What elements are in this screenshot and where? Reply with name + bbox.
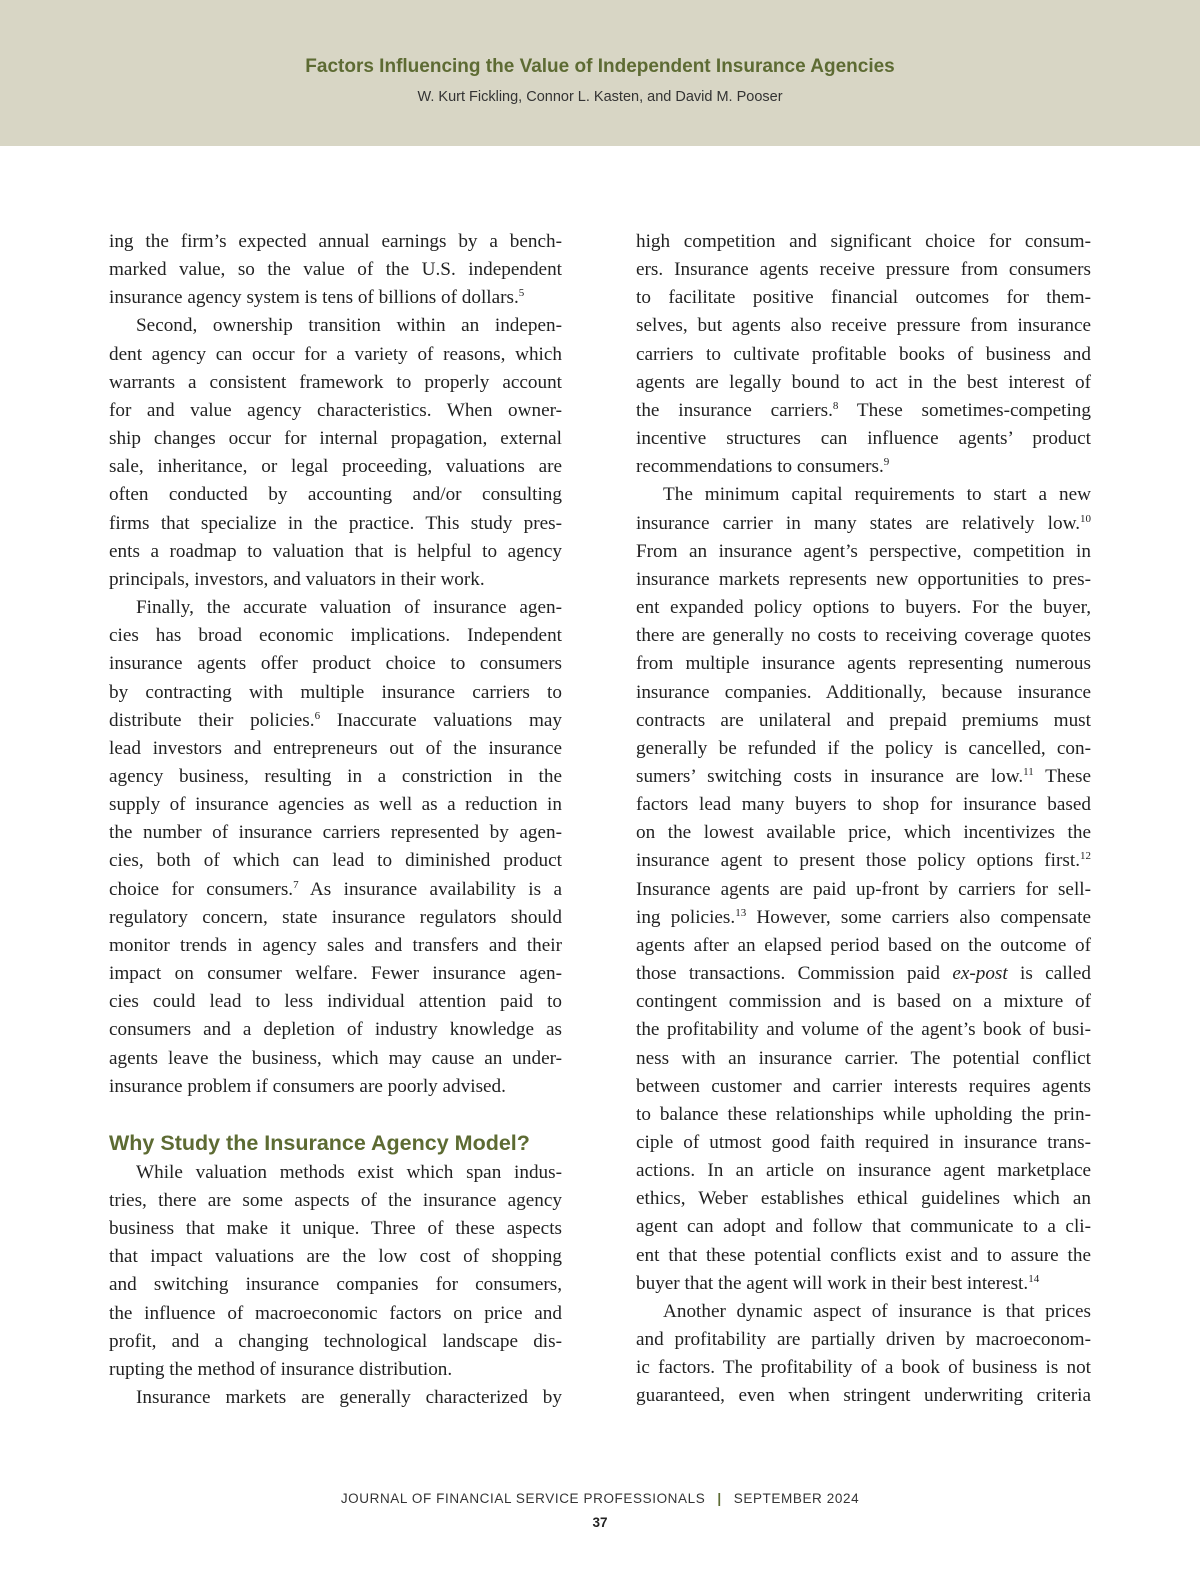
text-line: contingent commission and is based on a mixture of — [636, 991, 1091, 1013]
text-line: sale, inheritance, or legal proceeding, valuations are — [109, 456, 562, 478]
text-line: insurance markets represents new opportunities to pres- — [636, 568, 1091, 590]
text-line — [109, 876, 562, 904]
text-line: ship changes occur for internal propagation, external — [109, 428, 562, 450]
footnote-ref: 11 — [1023, 765, 1034, 778]
text-line: cies could lead to less individual attention paid to — [109, 991, 562, 1013]
text-line: marked value, so the value of the U.S. independent — [109, 259, 562, 281]
text-run: sumers’ switching costs in insurance are low. — [636, 765, 1024, 787]
article-authors: W. Kurt Fickling, Connor L. Kasten, and David M. Pooser — [417, 89, 783, 105]
text-line: to balance these relationships while upholding the prin- — [636, 1103, 1091, 1125]
text-line: business that make it unique. Three of these aspects — [109, 1218, 562, 1240]
text-line: guaranteed, even when stringent underwriting criteria — [636, 1385, 1091, 1407]
text-line: the number of insurance carriers represented by agen- — [109, 822, 562, 844]
footnote-ref: 7 — [293, 878, 299, 891]
article-title: Factors Influencing the Value of Independent Insurance Agencies — [305, 56, 895, 77]
text-line: incentive structures can influence agents’ product — [636, 428, 1091, 450]
text-line — [636, 904, 1091, 932]
text-line: contracts are unilateral and prepaid premiums must — [636, 709, 1091, 731]
text-line: actions. In an article on insurance agent marketplace — [636, 1160, 1091, 1182]
text-run: These sometimes-competing — [838, 399, 1091, 421]
footer-separator: | — [717, 1491, 722, 1506]
text-line: tries, there are some aspects of the insurance agency — [109, 1190, 562, 1211]
text-line: Finally, the accurate valuation of insurance agen- — [136, 597, 562, 619]
text-run: choice for consumers. — [109, 878, 294, 900]
text-run: Inaccurate valuations may — [320, 709, 562, 731]
text-line — [636, 960, 1091, 988]
text-line: by contracting with multiple insurance carriers to — [109, 681, 562, 703]
text-line: Second, ownership transition within an indepen- — [136, 315, 562, 337]
text-line: there are generally no costs to receiving coverage quotes — [636, 625, 1091, 647]
text-line — [636, 763, 1091, 791]
text-line: between customer and carrier interests requires agents — [636, 1075, 1091, 1097]
text-line: agent can adopt and follow that communicate to a cli- — [636, 1216, 1091, 1238]
text-run: As insurance availability is a — [298, 878, 562, 900]
journal-name: JOURNAL OF FINANCIAL SERVICE PROFESSIONALS — [340, 1491, 706, 1506]
text-run: insurance agent to present those policy options first. — [636, 850, 1080, 872]
text-line — [636, 397, 1091, 425]
text-line: lead investors and entrepreneurs out of the insurance — [109, 737, 562, 759]
footnote-ref: 6 — [314, 709, 321, 722]
text-line — [109, 707, 562, 735]
paragraph — [109, 228, 562, 312]
text-line: generally be refunded if the policy is cancelled, con- — [636, 737, 1091, 759]
paragraph — [636, 228, 1091, 481]
section-heading: Why Study the Insurance Agency Model? — [109, 1130, 530, 1155]
text-line: agency business, resulting in a constriction in the — [109, 765, 562, 787]
text-line: rupting the method of insurance distribution. — [109, 1358, 453, 1380]
footnote-ref: 13 — [735, 906, 747, 919]
text-line: dent agency can occur for a variety of reasons, which — [109, 343, 562, 365]
text-line: regulatory concern, state insurance regulators should — [109, 906, 562, 928]
text-line: and switching insurance companies for consumers, — [109, 1274, 562, 1296]
text-line: The minimum capital requirements to start a new — [663, 484, 1091, 506]
text-line: on the lowest available price, which incentivizes the — [636, 822, 1091, 844]
text-line — [636, 847, 1091, 875]
text-line: selves, but agents also receive pressure from insurance — [636, 315, 1091, 337]
text-line: impact on consumer welfare. Fewer insurance agen- — [109, 963, 562, 985]
text-run: the insurance carriers. — [636, 399, 833, 421]
text-line: insurance problem if consumers are poorly advised. — [109, 1075, 506, 1097]
text-line: that impact valuations are the low cost of shopping — [109, 1246, 562, 1268]
footer-journal — [0, 1491, 1200, 1506]
text-run: insurance carrier in many states are relatively low. — [636, 512, 1080, 534]
paragraph — [109, 1159, 562, 1384]
text-line: carriers to cultivate profitable books of business and — [636, 343, 1091, 365]
footnote-ref: 8 — [832, 399, 839, 412]
text-line — [109, 284, 562, 312]
page-number: 37 — [592, 1515, 608, 1530]
right-column — [636, 228, 1091, 1411]
text-line: ent expanded policy options to buyers. For the buyer, — [636, 597, 1091, 619]
text-line: cies, both of which can lead to diminished product — [109, 850, 562, 872]
paragraph — [109, 594, 562, 1101]
text-line: ethics, Weber establishes ethical guidelines which an — [636, 1188, 1091, 1210]
text-line: insurance agents offer product choice to consumers — [109, 653, 562, 675]
text-line — [636, 1270, 1091, 1298]
text-line: from multiple insurance agents representing numerous — [636, 653, 1091, 675]
text-line: to facilitate positive financial outcomes for them- — [636, 287, 1091, 309]
text-line: ness with an insurance carrier. The potential conflict — [636, 1047, 1091, 1069]
text-line: ents a roadmap to valuation that is helpful to agency — [109, 540, 562, 562]
text-line: While valuation methods exist which span indus- — [136, 1161, 562, 1183]
text-run: buyer that the agent will work in their best interest. — [636, 1272, 1029, 1294]
text-line: Insurance markets are generally characterized by — [136, 1387, 562, 1409]
text-line: consumers and a depletion of industry knowledge as — [109, 1019, 562, 1041]
text-run: recommendations to consumers. — [636, 456, 884, 478]
paragraph — [636, 481, 1091, 1298]
footnote-ref: 12 — [1080, 850, 1091, 863]
text-line: and profitability are partially driven by macroeconom- — [636, 1329, 1091, 1351]
paragraph — [109, 312, 562, 594]
text-line: ers. Insurance agents receive pressure from consumers — [636, 259, 1091, 281]
footnote-ref: 5 — [518, 287, 525, 300]
text-run: These — [1033, 765, 1091, 787]
text-line: agents are legally bound to act in the best interest of — [636, 371, 1091, 393]
paragraph — [636, 1298, 1091, 1411]
text-line: Insurance agents are paid up-front by carriers for sell- — [636, 878, 1091, 900]
text-line — [636, 453, 1091, 481]
text-line: cies has broad economic implications. Independent — [109, 625, 562, 647]
left-column — [109, 228, 562, 1412]
footnote-ref: 10 — [1080, 512, 1091, 525]
footnote-ref: 14 — [1028, 1272, 1040, 1285]
text-line: insurance companies. Additionally, because insurance — [636, 681, 1091, 703]
text-line: factors lead many buyers to shop for insurance based — [636, 794, 1091, 816]
text-line: supply of insurance agencies as well as a reduction in — [109, 794, 562, 816]
text-line — [636, 510, 1091, 538]
issue-date: SEPTEMBER 2024 — [733, 1491, 860, 1506]
text-run: distribute their policies. — [109, 709, 315, 731]
text-line: the influence of macroeconomic factors on price and — [109, 1302, 562, 1324]
text-line: ic factors. The profitability of a book of business is not — [636, 1357, 1091, 1379]
text-line: agents after an elapsed period based on the outcome of — [636, 934, 1091, 956]
text-line: agents leave the business, which may cause an under- — [109, 1047, 562, 1069]
text-line: monitor trends in agency sales and transfers and their — [109, 934, 562, 956]
text-line: firms that specialize in the practice. This study pres- — [109, 512, 562, 534]
text-line: ent that these potential conflicts exist and to assure the — [636, 1244, 1091, 1266]
text-line: Another dynamic aspect of insurance is that prices — [663, 1300, 1091, 1322]
text-line: the profitability and volume of the agent’s book of busi- — [636, 1019, 1091, 1041]
text-line: ciple of utmost good faith required in insurance trans- — [636, 1132, 1091, 1153]
text-line: for and value agency characteristics. When owner- — [109, 399, 562, 421]
text-line: often conducted by accounting and/or consulting — [109, 484, 562, 506]
text-run: ing policies. — [636, 906, 736, 928]
text-line: ing the firm’s expected annual earnings by a bench- — [109, 231, 562, 252]
text-run: those transactions. Commission paid — [636, 963, 953, 985]
text-run: is called — [1007, 963, 1091, 985]
italic-term: ex-post — [952, 963, 1008, 985]
text-line: From an insurance agent’s perspective, competition in — [636, 540, 1091, 562]
paragraph — [109, 1384, 562, 1412]
text-line: high competition and significant choice for consum- — [636, 231, 1091, 252]
text-line: principals, investors, and valuators in their work. — [109, 568, 485, 590]
running-header — [0, 0, 1200, 146]
text-line: profit, and a changing technological landscape dis- — [109, 1330, 562, 1352]
text-line: warrants a consistent framework to properly account — [109, 371, 562, 393]
text-run: insurance agency system is tens of billions of dollars. — [109, 287, 519, 309]
text-run: However, some carriers also compensate — [746, 906, 1091, 928]
footnote-ref: 9 — [883, 456, 890, 469]
